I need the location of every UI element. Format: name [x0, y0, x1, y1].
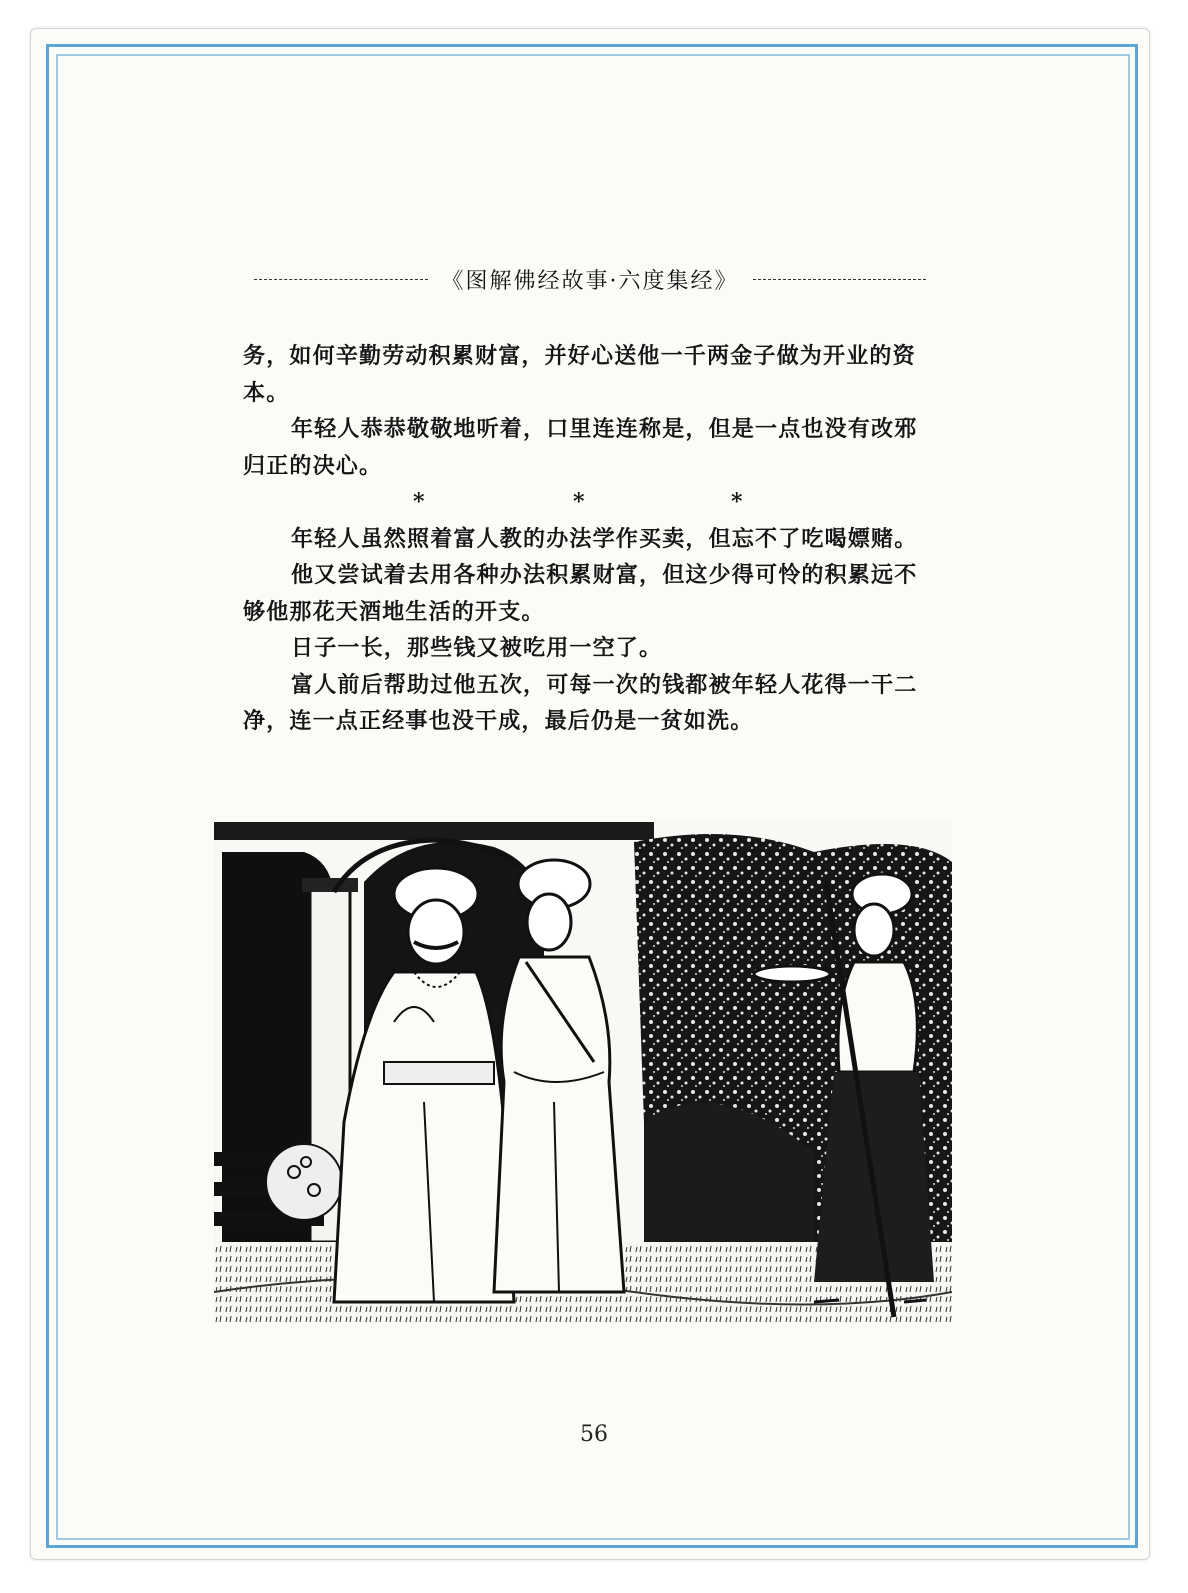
- paragraph: 务，如何辛勤劳动积累财富，并好心送他一千两金子做为开业的资本。: [243, 343, 916, 406]
- separator-asterisk: *: [731, 489, 744, 515]
- paragraph: 富人前后帮助过他五次，可每一次的钱都被年轻人花得一干二净，连一点正经事也没干成，最后仍是一贫如洗。: [243, 671, 918, 734]
- body-text: [243, 338, 933, 740]
- header-rule-left: [254, 279, 428, 280]
- paragraph: 年轻人虽然照着富人教的办法学作买卖，但忘不了吃喝嫖赌。: [291, 525, 918, 552]
- paragraph: 他又尝试着去用各种办法积累财富，但这少得可怜的积累远不够他那花天酒地生活的开支。: [243, 562, 918, 625]
- story-illustration: [214, 822, 952, 1322]
- section-separator: [243, 484, 933, 521]
- header-title: 《图解佛经故事·六度集经》: [441, 268, 739, 294]
- page-number: 56: [580, 1422, 608, 1447]
- separator-asterisk: *: [413, 489, 426, 515]
- running-header: [240, 262, 940, 296]
- separator-asterisk: *: [573, 489, 586, 515]
- header-rule-right: [753, 279, 927, 280]
- paragraph: 日子一长，那些钱又被吃用一空了。: [291, 635, 663, 661]
- paragraph: 年轻人恭恭敬敬地听着，口里连连称是，但是一点也没有改邪归正的决心。: [243, 416, 918, 479]
